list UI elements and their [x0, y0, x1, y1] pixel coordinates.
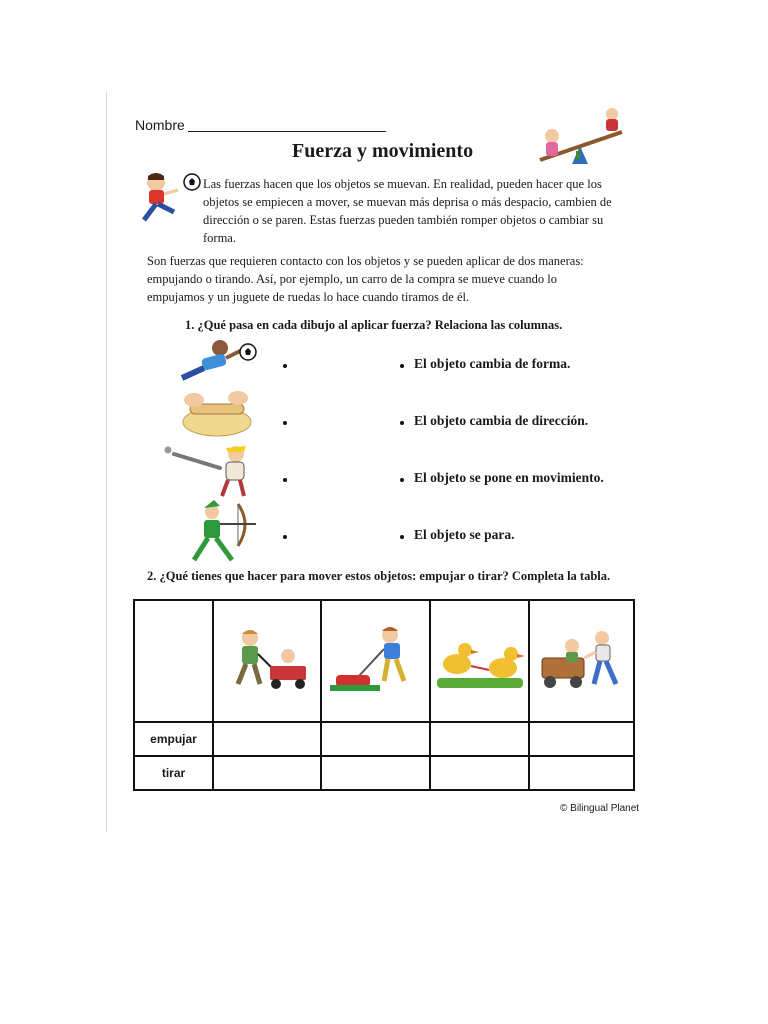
- answer-cell-empujar-2[interactable]: [321, 722, 430, 756]
- lawn-mower-icon: [328, 623, 424, 699]
- match-dot-right-2[interactable]: [400, 421, 404, 425]
- archer-icon: [186, 500, 262, 566]
- match-dot-left-3[interactable]: [283, 478, 287, 482]
- match-dot-right-3[interactable]: [400, 478, 404, 482]
- empujar-row: [134, 722, 634, 756]
- duck-toy-icon: [435, 628, 525, 694]
- row-label-empujar: empujar: [134, 722, 213, 756]
- option-4: El objeto se para.: [414, 527, 515, 542]
- match-dot-left-2[interactable]: [283, 421, 287, 425]
- name-field-line[interactable]: [188, 131, 386, 132]
- question-1-prompt: 1. ¿Qué pasa en cada dibujo al aplicar fuerza? Relaciona las columnas.: [185, 318, 563, 332]
- answer-cell-empujar-4[interactable]: [529, 722, 634, 756]
- answer-cell-tirar-1[interactable]: [213, 756, 321, 790]
- page-edge: [106, 92, 107, 832]
- answer-table: [133, 599, 635, 791]
- name-label: Nombre: [135, 117, 185, 133]
- answer-cell-tirar-4[interactable]: [529, 756, 634, 790]
- corner-cell: [134, 600, 213, 722]
- option-3: El objeto se pone en movimiento.: [414, 470, 604, 485]
- answer-cell-tirar-2[interactable]: [321, 756, 430, 790]
- wagon-pull-icon: [222, 626, 312, 696]
- picture-cell-3: [430, 600, 529, 722]
- intro-paragraph-1: Las fuerzas hacen que los objetos se muevan. En realidad, pueden hacer que los objetos se empiecen a mover, se muevan más deprisa o más despacio, cambien de dirección o se paren. Estas fuerzas pueden también romper objetos o cambiar su forma.: [203, 177, 612, 245]
- question-2-prompt: 2. ¿Qué tienes que hacer para mover estos objetos: empujar o tirar? Completa la tabla.: [147, 569, 611, 583]
- baseball-batter-icon: [164, 440, 256, 498]
- match-dot-right-4[interactable]: [400, 535, 404, 539]
- seesaw-icon: [536, 106, 626, 176]
- tirar-row: [134, 756, 634, 790]
- option-1: El objeto cambia de forma.: [414, 356, 571, 371]
- goalkeeper-icon: [176, 338, 258, 388]
- answer-cell-tirar-3[interactable]: [430, 756, 529, 790]
- row-label-tirar: tirar: [134, 756, 213, 790]
- rolling-dough-icon: [180, 382, 254, 438]
- page-title: Fuerza y movimiento: [292, 140, 474, 162]
- picture-cell-4: [529, 600, 634, 722]
- answer-cell-empujar-3[interactable]: [430, 722, 529, 756]
- intro-paragraph-2: Son fuerzas que requieren contacto con los objetos y se pueden aplicar de dos maneras: empujando o tirando. Así, por ejemplo, un carro de la compra se mueve cuando lo empujamos y un juguete de ruedas lo hace cuando tiramos de él.: [147, 254, 584, 304]
- cart-push-icon: [536, 628, 628, 694]
- soccer-kid-icon: [134, 170, 202, 232]
- picture-cell-1: [213, 600, 321, 722]
- picture-cell-2: [321, 600, 430, 722]
- option-2: El objeto cambia de dirección.: [414, 413, 589, 428]
- copyright: © Bilingual Planet: [560, 803, 640, 814]
- match-dot-left-4[interactable]: [283, 535, 287, 539]
- match-dot-right-1[interactable]: [400, 364, 404, 368]
- match-dot-left-1[interactable]: [283, 364, 287, 368]
- picture-row: [134, 600, 634, 722]
- answer-cell-empujar-1[interactable]: [213, 722, 321, 756]
